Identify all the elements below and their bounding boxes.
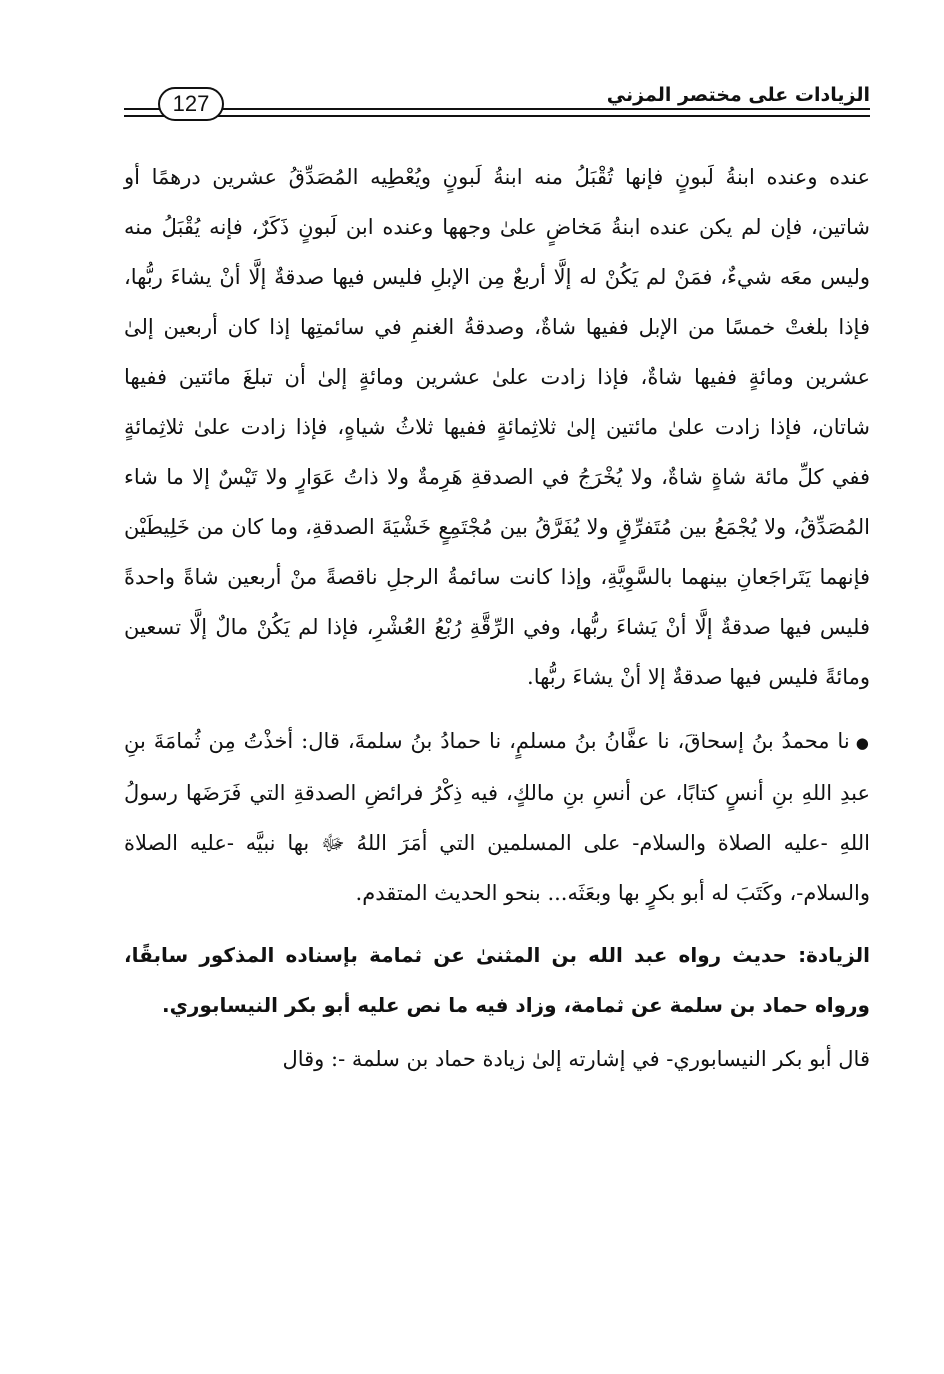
running-header bbox=[124, 84, 870, 128]
paragraph-hadith-chain bbox=[124, 716, 870, 918]
book-title: الزيادات على مختصر المزني bbox=[597, 84, 870, 106]
page-number: 127 bbox=[172, 91, 210, 116]
header-rule-top bbox=[124, 108, 870, 110]
page-number-frame bbox=[158, 87, 224, 121]
bullet-icon: ● bbox=[855, 733, 871, 752]
hadith-text: نا محمدُ بنُ إسحاقَ، نا عفَّانُ بنُ مسلمٍ، نا حمادُ بنُ سلمةَ، قال: أخذْتُ مِن ثُمامَةَ بنِ عبدِ اللهِ بنِ أنسٍ كتابًا، عن أنسِ بنِ مالكٍ، فيه ذِكْرُ فرائضِ الصدقةِ التي فَرَضَها رسولُ اللهِ -عليه الصلاة والسلام- على المسلمين التي أمَرَ اللهُ ﷻ بها نبيَّه -عليه الصلاة والسلام-، وكَتَبَ له أبو بكرٍ بها وبعَثَه... بنحو الحديث المتقدم. bbox=[124, 729, 870, 905]
header-rule-bottom bbox=[124, 115, 870, 117]
paragraph-ziyada: الزيادة: حديث رواه عبد الله بن المثنىٰ عن ثمامة بإسناده المذكور سابقًا، ورواه حماد بن سلمة عن ثمامة، وزاد فيه ما نص عليه أبو بكر النيسابوري. bbox=[124, 942, 870, 1017]
paragraph-nisaburi-quote: قال أبو بكر النيسابوري- في إشارته إلىٰ زيادة حماد بن سلمة -: وقال bbox=[282, 1046, 870, 1071]
paragraph-zakat-text: عنده وعنده ابنةُ لَبونٍ فإنها تُقْبَلُ منه ابنةُ لَبونٍ ويُعْطِيه المُصَدِّقُ عشرين درهمًا أو شاتين، فإن لم يكن عنده ابنةُ مَخاضٍ علىٰ وجهها وعنده ابن لَبونٍ ذَكَرٌ، فإنه يُقْبَلُ منه وليس معَه شيءٌ، فمَنْ لم يَكُنْ له إلَّا أربعٌ مِن الإبلِ فليس فيها صدقةٌ إلَّا أنْ يشاءَ ربُّها، فإذا بلغتْ خمسًا من الإبل ففيها شاةٌ، وصدقةُ الغنمِ في سائمتِها إذا كان أربعين إلىٰ عشرين ومائةٍ ففيها شاةٌ، فإذا زادت علىٰ عشرين ومائةٍ إلىٰ أن تبلغَ مائتين ففيها شاتان، فإذا زادت علىٰ مائتين إلىٰ ثلاثِمائةٍ ففيها ثلاثُ شياهٍ، فإذا زادت علىٰ ثلاثِمائةٍ ففي كلِّ مائة شاةٍ شاةٌ، ولا يُخْرَجُ في الصدقةِ هَرِمةٌ ولا ذاتُ عَوَارٍ ولا تَيْسٌ إلا ما شاء المُصَدِّقُ، ولا يُجْمَعُ بين مُتَفرِّقٍ ولا يُفَرَّقُ بين مُجْتَمِعٍ خَشْيَةَ الصدقةِ، وما كان من خَلِيطَيْن فإنهما يَتَراجَعانِ بينهما بالسَّوِيَّةِ، وإذا كانت سائمةُ الرجلِ ناقصةً منْ أربعين شاةً واحدةً فليس فيها صدقةٌ إلَّا أنْ يَشاءَ ربُّها، وفي الرِّقَّةِ رُبْعُ العُشْرِ، فإذا لم يَكُنْ مالٌ إلَّا تسعين ومائةً فليس فيها صدقةٌ إلا أنْ يشاءَ ربُّها. bbox=[124, 165, 870, 689]
page-body bbox=[124, 152, 870, 1084]
